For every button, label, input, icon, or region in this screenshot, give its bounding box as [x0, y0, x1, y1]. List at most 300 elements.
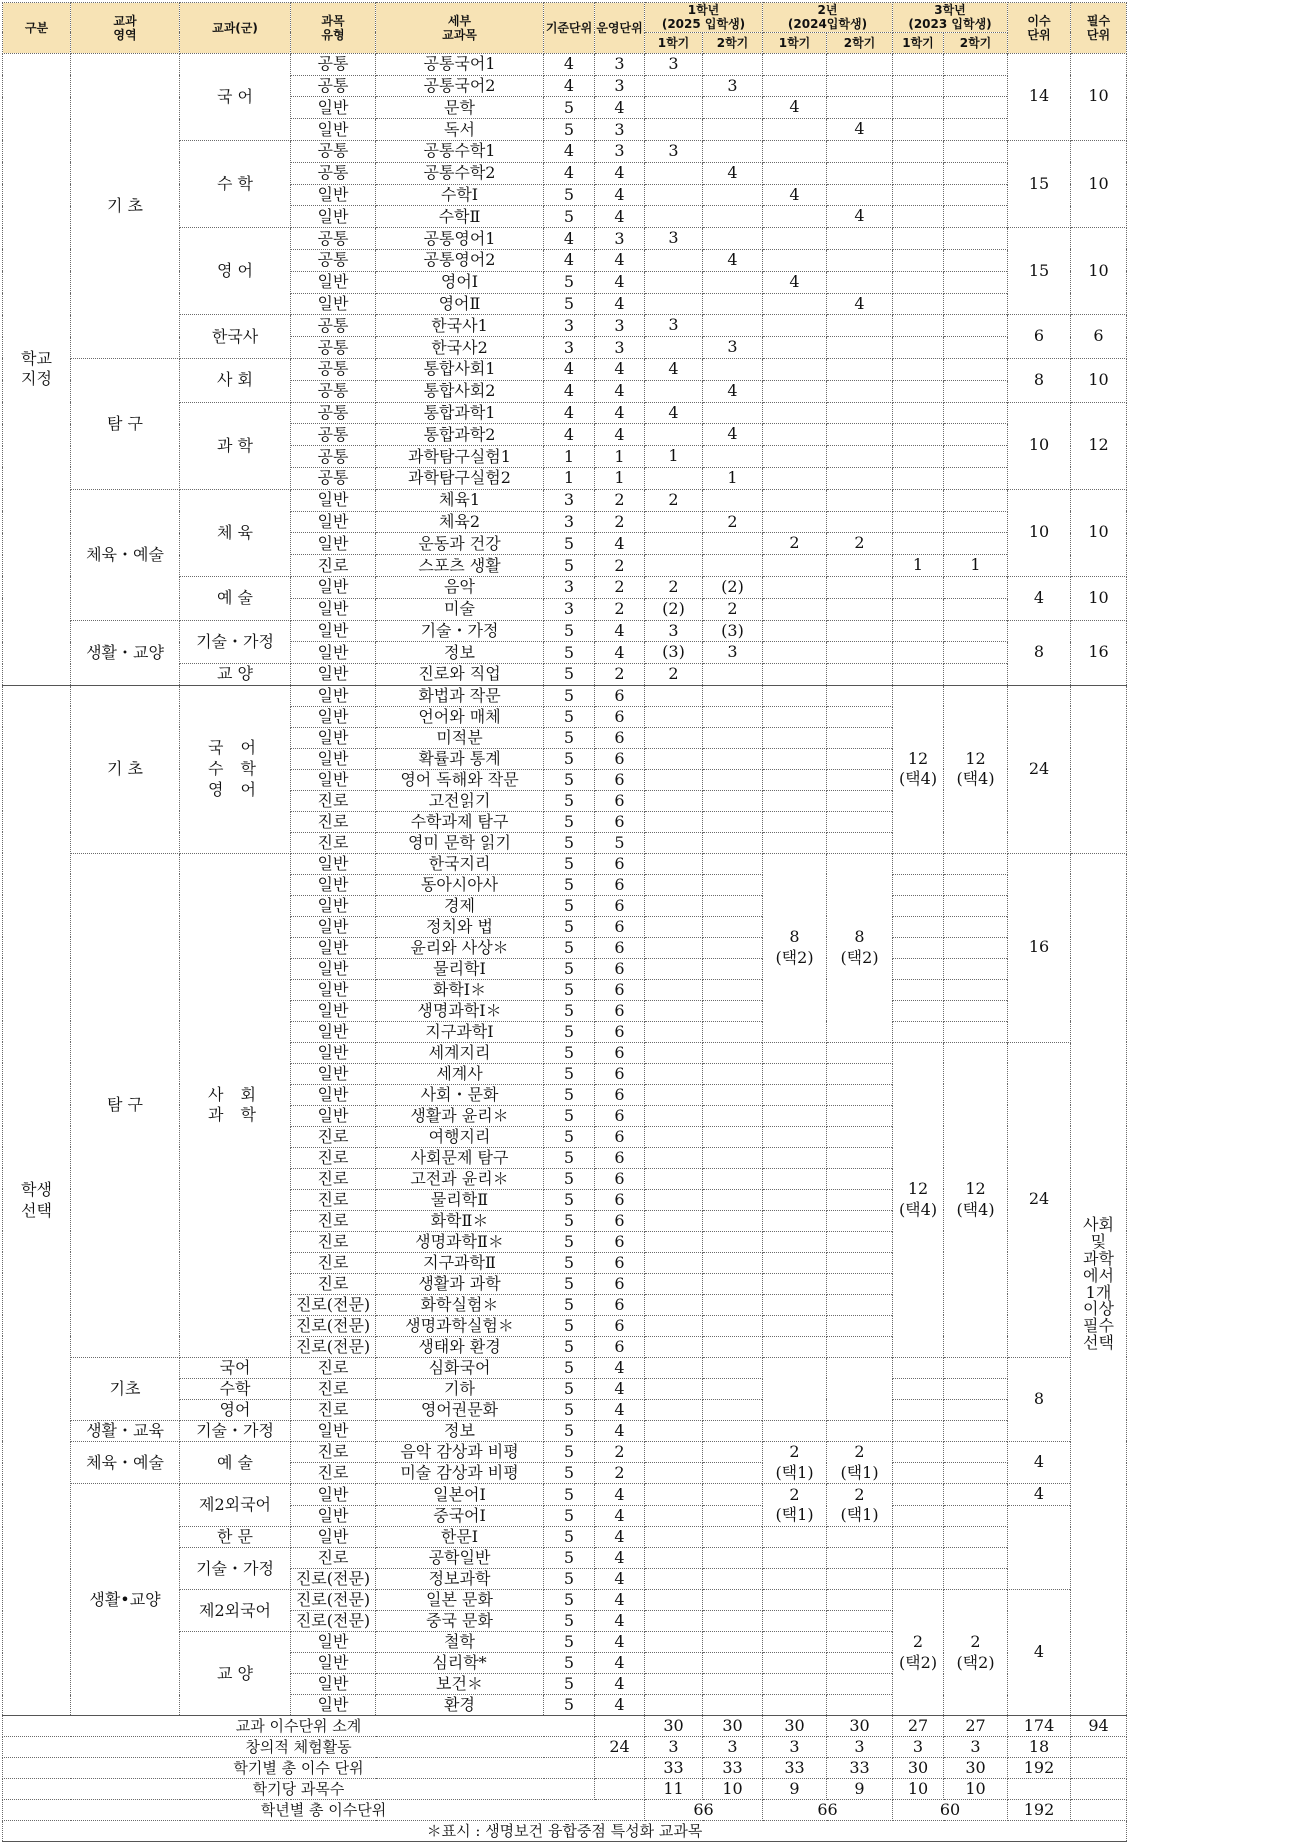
y2-s1-cell — [763, 1315, 827, 1336]
op-units-cell: 4 — [595, 1399, 645, 1420]
base-units-cell: 5 — [544, 1463, 595, 1484]
op-units-cell: 6 — [595, 1231, 645, 1252]
y3-s1-cell — [893, 874, 944, 895]
y3-s1-cell — [893, 1506, 944, 1527]
y2-s1-cell — [763, 685, 827, 706]
y2-s1-cell — [763, 555, 827, 577]
y2-s2-cell — [827, 685, 893, 706]
total-units-cell: 8 — [1008, 358, 1071, 402]
subject-group-cell: 수 학 — [180, 140, 291, 227]
course-type-cell: 공통 — [291, 424, 376, 446]
y3-s2-cell — [944, 642, 1008, 664]
course-name-cell: 과학탐구실험2 — [376, 467, 544, 489]
area-cell: 생활•교양 — [71, 1484, 180, 1716]
course-name-cell: 체육1 — [376, 489, 544, 511]
course-type-cell: 일반 — [291, 1484, 376, 1506]
subject-group-cell: 예 술 — [180, 1441, 291, 1484]
op-units-cell: 5 — [595, 832, 645, 853]
course-name-cell: 세계지리 — [376, 1042, 544, 1063]
course-type-cell: 일반 — [291, 1632, 376, 1653]
curriculum-body — [3, 53, 1127, 1716]
y3-s1-cell — [893, 916, 944, 937]
y1-s2-cell: 2 — [703, 511, 763, 533]
course-name-cell: 독서 — [376, 119, 544, 141]
course-type-cell: 일반 — [291, 937, 376, 958]
course-type-cell: 진로 — [291, 811, 376, 832]
y1-s1-cell — [645, 1231, 703, 1252]
y2-s1-cell — [763, 1294, 827, 1315]
y1-s2-cell — [703, 748, 763, 769]
y3-s2-cell — [944, 620, 1008, 642]
summary-value: 10 — [893, 1779, 944, 1800]
y3-s2-cell — [944, 664, 1008, 686]
base-units-cell: 5 — [544, 790, 595, 811]
course-name-cell: 미술 — [376, 598, 544, 620]
y3-s2-cell — [944, 315, 1008, 337]
y1-s1-cell — [645, 1548, 703, 1569]
base-units-cell: 5 — [544, 1084, 595, 1105]
y3-s1-cell — [893, 576, 944, 598]
op-units-cell: 2 — [595, 1463, 645, 1484]
op-units-cell: 4 — [595, 1548, 645, 1569]
y2-s1-cell — [763, 664, 827, 686]
y3-s2-cell — [944, 937, 1008, 958]
summary-total: 174 — [1008, 1716, 1071, 1737]
y1-s2-cell — [703, 489, 763, 511]
y1-s2-cell — [703, 1336, 763, 1357]
y1-s1-cell — [645, 937, 703, 958]
subject-group-cell: 예 술 — [180, 576, 291, 620]
y3-s1-cell — [893, 467, 944, 489]
y3-s2-cell — [944, 1000, 1008, 1021]
y1-s1-cell — [645, 1420, 703, 1441]
y1-s1-cell — [645, 727, 703, 748]
y2-s2-cell — [827, 1189, 893, 1210]
course-type-cell: 진로 — [291, 790, 376, 811]
y2-s2-cell — [827, 790, 893, 811]
course-name-cell: 공통수학2 — [376, 162, 544, 184]
course-type-cell: 일반 — [291, 576, 376, 598]
y1-s1-cell — [645, 1632, 703, 1653]
y2-s1-cell — [763, 162, 827, 184]
y3-s2-cell — [944, 53, 1008, 75]
y1-s1-cell — [645, 1042, 703, 1063]
total-units-cell: 10 — [1008, 489, 1071, 576]
y2-s2-cell — [827, 1569, 893, 1590]
base-units-cell: 4 — [544, 162, 595, 184]
op-units-cell: 2 — [595, 555, 645, 577]
course-type-cell: 일반 — [291, 1695, 376, 1716]
footnote-row — [3, 1821, 1127, 1842]
course-type-cell: 일반 — [291, 958, 376, 979]
op-units-cell: 6 — [595, 1105, 645, 1126]
summary-value: 10 — [703, 1779, 763, 1800]
y1-s2-cell — [703, 97, 763, 119]
course-type-cell: 일반 — [291, 620, 376, 642]
y1-s1-cell — [645, 769, 703, 790]
y2-s2-cell — [827, 1273, 893, 1294]
y1-s2-cell — [703, 853, 763, 874]
y1-s1-cell — [645, 1273, 703, 1294]
course-name-cell: 통합과학2 — [376, 424, 544, 446]
y2-s2-cell: 2 (택1) — [827, 1484, 893, 1527]
course-type-cell: 일반 — [291, 685, 376, 706]
y2-s1-cell — [763, 1548, 827, 1569]
op-units-cell: 4 — [595, 97, 645, 119]
base-units-cell: 5 — [544, 1590, 595, 1611]
course-name-cell: 한문Ⅰ — [376, 1527, 544, 1548]
y1-s1-cell — [645, 1000, 703, 1021]
y2-s2-cell — [827, 1548, 893, 1569]
course-type-cell: 일반 — [291, 979, 376, 1000]
course-name-cell: 화학Ⅱ＊ — [376, 1210, 544, 1231]
y1-s1-cell — [645, 1315, 703, 1336]
y1-s2-cell — [703, 1484, 763, 1506]
base-units-cell: 5 — [544, 1569, 595, 1590]
summary-op — [595, 1779, 645, 1800]
y3-s2-cell: 12 (택4) — [944, 1042, 1008, 1357]
y1-s2-cell: 4 — [703, 424, 763, 446]
header-y2-s1: 1학기 — [763, 32, 827, 53]
y2-s2-cell — [827, 620, 893, 642]
req-units-cell: 10 — [1071, 576, 1127, 620]
y3-s1-cell — [893, 895, 944, 916]
y2-s1-cell — [763, 293, 827, 315]
y1-s1-cell: (2) — [645, 598, 703, 620]
y3-s2-cell — [944, 293, 1008, 315]
y3-s1-cell — [893, 75, 944, 97]
op-units-cell: 3 — [595, 53, 645, 75]
course-type-cell: 일반 — [291, 293, 376, 315]
y1-s2-cell — [703, 1063, 763, 1084]
base-units-cell: 1 — [544, 446, 595, 468]
y2-s1-cell — [763, 1210, 827, 1231]
base-units-cell: 3 — [544, 315, 595, 337]
req-units-cell: 10 — [1071, 489, 1127, 576]
subject-group-cell: 과 학 — [180, 402, 291, 489]
course-name-cell: 공통국어2 — [376, 75, 544, 97]
course-name-cell: 여행지리 — [376, 1126, 544, 1147]
y1-s1-cell — [645, 206, 703, 228]
course-type-cell: 일반 — [291, 1084, 376, 1105]
area-cell: 기 초 — [71, 685, 180, 853]
y1-s2-cell — [703, 1042, 763, 1063]
summary-value: 30 — [944, 1758, 1008, 1779]
y2-s2-cell — [827, 75, 893, 97]
summary-value: 9 — [763, 1779, 827, 1800]
y3-s2-cell — [944, 75, 1008, 97]
course-type-cell: 일반 — [291, 1000, 376, 1021]
op-units-cell: 2 — [595, 489, 645, 511]
y1-s2-cell — [703, 1632, 763, 1653]
op-units-cell: 4 — [595, 293, 645, 315]
y1-s1-cell: 3 — [645, 620, 703, 642]
y3-s2-cell — [944, 958, 1008, 979]
y2-s1-cell — [763, 1084, 827, 1105]
y2-s2-cell — [827, 555, 893, 577]
y2-s2-cell — [827, 315, 893, 337]
y3-s1-cell — [893, 162, 944, 184]
base-units-cell: 5 — [544, 1147, 595, 1168]
op-units-cell: 4 — [595, 1506, 645, 1527]
y1-s2-cell — [703, 1126, 763, 1147]
subject-group-cell: 기술・가정 — [180, 1548, 291, 1590]
y3-s2-cell — [944, 1527, 1008, 1548]
base-units-cell: 5 — [544, 958, 595, 979]
header-y3-s1: 1학기 — [893, 32, 944, 53]
base-units-cell: 5 — [544, 979, 595, 1000]
y2-s1-cell: 2 (택1) — [763, 1484, 827, 1527]
subject-group-cell: 교 양 — [180, 1632, 291, 1716]
summary-op — [595, 1758, 645, 1779]
y1-s1-cell: 2 — [645, 489, 703, 511]
y2-s2-cell — [827, 162, 893, 184]
y2-s1-cell — [763, 1590, 827, 1611]
course-row — [3, 853, 1127, 874]
course-type-cell: 공통 — [291, 53, 376, 75]
y2-s1-cell — [763, 1611, 827, 1632]
op-units-cell: 6 — [595, 685, 645, 706]
course-name-cell: 확률과 통계 — [376, 748, 544, 769]
op-units-cell: 3 — [595, 228, 645, 250]
y1-s2-cell — [703, 895, 763, 916]
base-units-cell: 5 — [544, 1357, 595, 1378]
year3-total: 60 — [893, 1800, 1008, 1821]
grand-total: 192 — [1008, 1800, 1071, 1821]
y1-s1-cell — [645, 790, 703, 811]
y2-s2-cell — [827, 1168, 893, 1189]
y3-s1-cell — [893, 53, 944, 75]
subject-group-cell: 사 회 과 학 — [180, 853, 291, 1357]
course-type-cell: 진로 — [291, 1463, 376, 1484]
y1-s1-cell: 4 — [645, 402, 703, 424]
course-type-cell: 진로 — [291, 832, 376, 853]
course-type-cell: 일반 — [291, 206, 376, 228]
y3-s1-cell — [893, 249, 944, 271]
y2-s2-cell: 4 — [827, 119, 893, 141]
header-row-1 — [3, 3, 1127, 33]
y1-s1-cell — [645, 1653, 703, 1674]
y2-s1-cell — [763, 1126, 827, 1147]
y2-s2-cell — [827, 1126, 893, 1147]
course-name-cell: 고전과 윤리＊ — [376, 1168, 544, 1189]
y1-s2-cell: 4 — [703, 162, 763, 184]
summary-value: 33 — [827, 1758, 893, 1779]
course-type-cell: 공통 — [291, 337, 376, 359]
course-type-cell: 진로(전문) — [291, 1336, 376, 1357]
base-units-cell: 5 — [544, 1273, 595, 1294]
y1-s2-cell — [703, 119, 763, 141]
course-name-cell: 철학 — [376, 1632, 544, 1653]
y2-s2-cell — [827, 664, 893, 686]
y1-s2-cell: 4 — [703, 249, 763, 271]
y3-s2-cell — [944, 206, 1008, 228]
course-name-cell: 공통수학1 — [376, 140, 544, 162]
course-name-cell: 공통국어1 — [376, 53, 544, 75]
y2-s1-cell — [763, 1231, 827, 1252]
y3-s2-cell — [944, 916, 1008, 937]
course-type-cell: 진로 — [291, 1210, 376, 1231]
y1-s1-cell: (3) — [645, 642, 703, 664]
summary-value: 9 — [827, 1779, 893, 1800]
course-name-cell: 화법과 작문 — [376, 685, 544, 706]
y1-s2-cell — [703, 664, 763, 686]
y1-s1-cell — [645, 380, 703, 402]
y3-s1-cell — [893, 184, 944, 206]
y1-s2-cell — [703, 184, 763, 206]
subject-group-cell: 한 문 — [180, 1527, 291, 1548]
course-type-cell: 진로 — [291, 1399, 376, 1420]
y1-s1-cell — [645, 1210, 703, 1231]
y3-s1-cell — [893, 1021, 944, 1042]
course-name-cell: 통합사회1 — [376, 358, 544, 380]
base-units-cell: 5 — [544, 1189, 595, 1210]
op-units-cell: 6 — [595, 1189, 645, 1210]
course-name-cell: 동아시아사 — [376, 874, 544, 895]
y1-s2-cell: 3 — [703, 75, 763, 97]
y2-s1-cell — [763, 446, 827, 468]
summary-req — [1071, 1758, 1127, 1779]
op-units-cell: 4 — [595, 1611, 645, 1632]
op-units-cell: 6 — [595, 1294, 645, 1315]
req-units-cell: 10 — [1071, 358, 1127, 402]
y2-s1-cell: 2 (택1) — [763, 1441, 827, 1484]
summary-value: 27 — [944, 1716, 1008, 1737]
total-units-cell: 4 — [1008, 1441, 1071, 1484]
y3-s2-cell — [944, 446, 1008, 468]
op-units-cell: 4 — [595, 1632, 645, 1653]
y1-s1-cell — [645, 1063, 703, 1084]
y2-s2-cell — [827, 228, 893, 250]
summary-value: 30 — [703, 1716, 763, 1737]
summary-value: 3 — [827, 1737, 893, 1758]
y2-s2-cell — [827, 489, 893, 511]
header-y1-s2: 2학기 — [703, 32, 763, 53]
y1-s1-cell — [645, 533, 703, 555]
y1-s1-cell — [645, 337, 703, 359]
base-units-cell: 5 — [544, 1063, 595, 1084]
course-name-cell: 물리학Ⅰ — [376, 958, 544, 979]
header-course: 세부 교과목 — [376, 3, 544, 54]
total-units-cell: 6 — [1008, 315, 1071, 359]
summary-value: 33 — [645, 1758, 703, 1779]
y3-s1-cell — [893, 511, 944, 533]
base-units-cell: 5 — [544, 1042, 595, 1063]
base-units-cell: 5 — [544, 895, 595, 916]
subject-group-cell: 체 육 — [180, 489, 291, 576]
y2-s2-cell — [827, 1042, 893, 1063]
op-units-cell: 3 — [595, 75, 645, 97]
op-units-cell: 4 — [595, 206, 645, 228]
y2-s2-cell — [827, 467, 893, 489]
course-type-cell: 진로 — [291, 1168, 376, 1189]
base-units-cell: 5 — [544, 1674, 595, 1695]
y3-s2-cell — [944, 598, 1008, 620]
course-type-cell: 일반 — [291, 1674, 376, 1695]
subject-group-cell: 영 어 — [180, 228, 291, 315]
y2-s1-cell — [763, 1105, 827, 1126]
summary-value: 3 — [703, 1737, 763, 1758]
course-name-cell: 기하 — [376, 1378, 544, 1399]
req-units-cell: 10 — [1071, 228, 1127, 315]
course-type-cell: 일반 — [291, 748, 376, 769]
y3-s1-cell — [893, 1399, 944, 1420]
course-type-cell: 진로(전문) — [291, 1611, 376, 1632]
course-type-cell: 공통 — [291, 467, 376, 489]
header-type: 과목 유형 — [291, 3, 376, 54]
course-name-cell: 생명과학실험＊ — [376, 1315, 544, 1336]
area-cell: 탐 구 — [71, 358, 180, 489]
summary-label: 교과 이수단위 소계 — [3, 1716, 595, 1737]
area-cell: 체육・예술 — [71, 489, 180, 620]
y3-s2-cell — [944, 511, 1008, 533]
course-type-cell: 일반 — [291, 916, 376, 937]
y2-s2-cell — [827, 1252, 893, 1273]
op-units-cell: 6 — [595, 958, 645, 979]
y3-s2-cell — [944, 1548, 1008, 1569]
y2-s2-cell — [827, 1674, 893, 1695]
op-units-cell: 6 — [595, 706, 645, 727]
header-subject-group: 교과(군) — [180, 3, 291, 54]
op-units-cell: 4 — [595, 162, 645, 184]
area-cell: 생활・교육 — [71, 1420, 180, 1441]
y2-s2-cell — [827, 727, 893, 748]
y1-s1-cell — [645, 1378, 703, 1399]
y3-s1-cell — [893, 228, 944, 250]
y1-s1-cell — [645, 184, 703, 206]
y1-s2-cell — [703, 1189, 763, 1210]
y3-s1-cell — [893, 97, 944, 119]
op-units-cell: 4 — [595, 380, 645, 402]
y2-s1-cell — [763, 424, 827, 446]
course-name-cell: 생명과학Ⅱ＊ — [376, 1231, 544, 1252]
y2-s1-cell — [763, 1420, 827, 1441]
y2-s2-cell — [827, 769, 893, 790]
op-units-cell: 6 — [595, 916, 645, 937]
y3-s2-cell — [944, 467, 1008, 489]
y2-s2-cell — [827, 642, 893, 664]
base-units-cell: 5 — [544, 1527, 595, 1548]
summary-row — [3, 1716, 1127, 1737]
op-units-cell: 4 — [595, 1653, 645, 1674]
subject-group-cell: 사 회 — [180, 358, 291, 402]
op-units-cell: 4 — [595, 1590, 645, 1611]
op-units-cell: 2 — [595, 598, 645, 620]
course-type-cell: 일반 — [291, 598, 376, 620]
subject-group-cell: 수학 — [180, 1378, 291, 1399]
y2-s1-cell — [763, 1168, 827, 1189]
req-units-cell: 사회 및 과학 에서 1개 이상 필수 선택 — [1071, 853, 1127, 1715]
subject-group-cell: 제2외국어 — [180, 1484, 291, 1527]
y1-s2-cell: 1 — [703, 467, 763, 489]
base-units-cell: 5 — [544, 1506, 595, 1527]
y1-s2-cell — [703, 727, 763, 748]
header-op-units: 운영단위 — [595, 3, 645, 54]
y3-s2-cell: 1 — [944, 555, 1008, 577]
y1-s2-cell — [703, 874, 763, 895]
y2-s2-cell — [827, 706, 893, 727]
y1-s2-cell: 3 — [703, 337, 763, 359]
base-units-cell: 5 — [544, 1294, 595, 1315]
y2-s1-cell — [763, 358, 827, 380]
y1-s2-cell — [703, 1420, 763, 1441]
y2-s2-cell: 4 — [827, 206, 893, 228]
course-type-cell: 진로 — [291, 1147, 376, 1168]
header-total-units: 이수 단위 — [1008, 3, 1071, 54]
summary-op — [595, 1716, 645, 1737]
summary-value: 3 — [944, 1737, 1008, 1758]
y2-s2-cell — [827, 337, 893, 359]
